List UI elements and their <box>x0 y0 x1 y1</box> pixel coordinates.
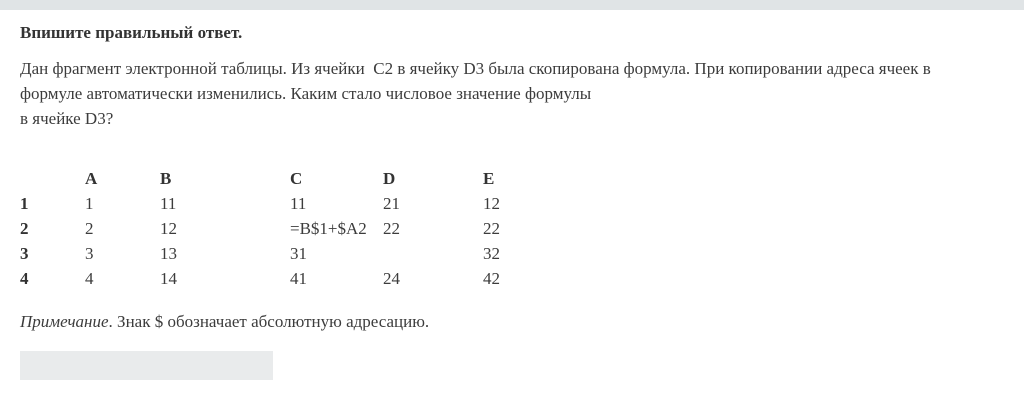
question-line-2: формуле автоматически изменились. Каким стало числовое значение формулы <box>20 84 592 103</box>
cell-a4: 4 <box>85 269 94 288</box>
note-body: . Знак $ обозначает абсолютную адресацию. <box>108 312 430 331</box>
cell-c2-formula: =B$1+$A2 <box>290 219 367 238</box>
cell-e4: 42 <box>483 269 500 288</box>
cell-c4: 41 <box>290 269 307 288</box>
question-line-1: Дан фрагмент электронной таблицы. Из ячейки C2 в ячейку D3 была скопирована формула. При копировании адреса ячеек в <box>20 59 931 78</box>
cell-c3: 31 <box>290 244 307 263</box>
column-header-e: E <box>483 169 495 188</box>
cell-a1: 1 <box>85 194 94 213</box>
spreadsheet-fragment <box>20 166 543 291</box>
cell-e2: 22 <box>483 219 500 238</box>
corner-header <box>20 166 85 191</box>
question-line-3: в ячейке D3? <box>20 109 114 128</box>
cell-d1: 21 <box>383 194 400 213</box>
column-header-a: A <box>85 169 98 188</box>
cell-c1: 11 <box>290 194 307 213</box>
cell-e3: 32 <box>483 244 500 263</box>
column-header-c: C <box>290 169 303 188</box>
row-label-1: 1 <box>20 194 29 213</box>
question-text <box>20 56 1010 131</box>
row-label-3: 3 <box>20 244 29 263</box>
question-instruction: Впишите правильный ответ. <box>20 23 243 42</box>
cell-a2: 2 <box>85 219 94 238</box>
row-label-2: 2 <box>20 219 29 238</box>
cell-d4: 24 <box>383 269 400 288</box>
cell-d2: 22 <box>383 219 400 238</box>
cell-d3 <box>383 241 483 266</box>
cell-e1: 12 <box>483 194 500 213</box>
cell-b1: 11 <box>160 194 177 213</box>
cell-b4: 14 <box>160 269 177 288</box>
cell-b3: 13 <box>160 244 177 263</box>
column-header-d: D <box>383 169 396 188</box>
top-bar <box>0 0 1024 10</box>
note-text <box>20 309 429 334</box>
cell-a3: 3 <box>85 244 94 263</box>
note-label: Примечание <box>20 312 109 331</box>
cell-b2: 12 <box>160 219 177 238</box>
column-header-b: B <box>160 169 172 188</box>
answer-input[interactable] <box>20 351 273 380</box>
row-label-4: 4 <box>20 269 29 288</box>
